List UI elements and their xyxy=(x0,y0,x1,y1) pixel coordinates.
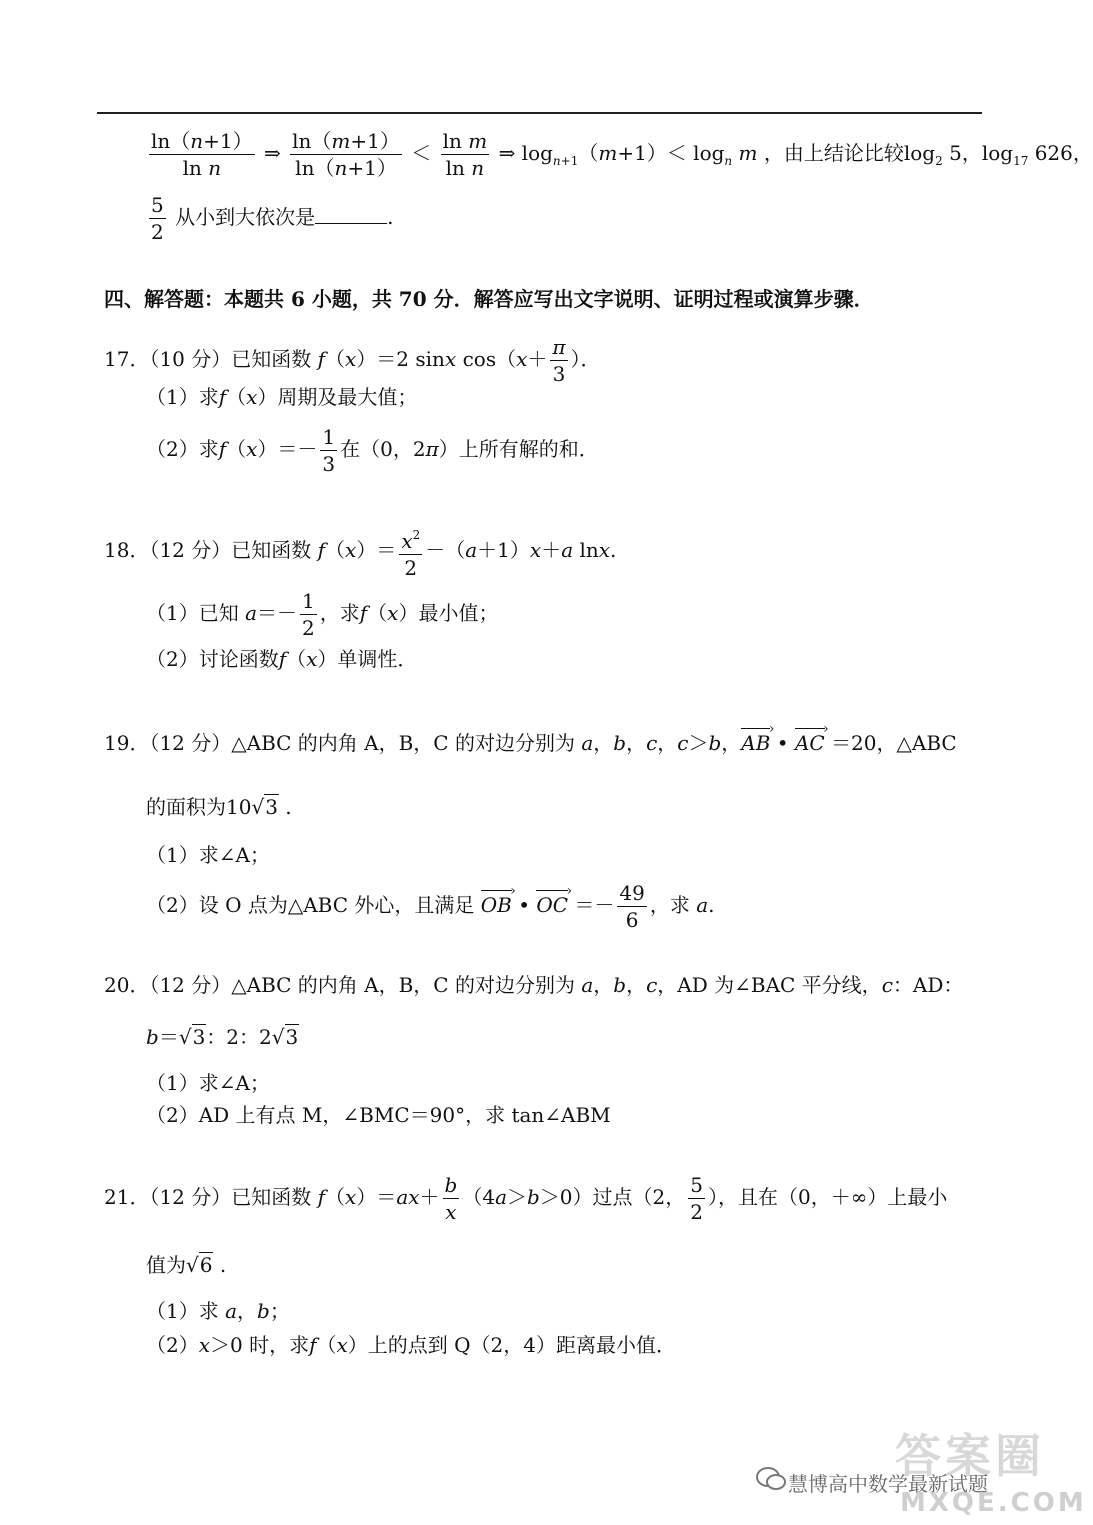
fraction: $\frac{x^2}{2}$ xyxy=(399,522,422,581)
compare-text: ，由上结论比较 xyxy=(763,141,904,165)
watermark-site-logo: 答案圈 xyxy=(895,1429,1045,1483)
fraction: $\frac{\ln(n+1)}{\text{ln n}}$ xyxy=(151,129,253,180)
watermark-url: MXQE.COM xyxy=(900,1488,1087,1518)
intro-order-line xyxy=(146,192,393,245)
q18-part1: （1）已知 a＝－ $\frac{1}{2}$ ，求f（x）最小值； xyxy=(146,589,499,640)
watermark-account: 慧博高中数学最新试题 xyxy=(788,1472,988,1496)
q20-part1: （1）求∠A； xyxy=(146,1071,270,1095)
q17-stem: 17．（10 分）已知函数 f（x）＝2 sinx cos（x＋ $\frac{\pi}{3}$ ）． xyxy=(104,335,601,386)
header-rule xyxy=(97,112,982,114)
answer-blank xyxy=(315,205,387,224)
fraction: $\frac{\ln(m+1)}{\ln(n+1)}$ xyxy=(292,129,400,180)
q18-stem: 18．（12 分）已知函数 f（x）＝ $\frac{x^2}{2}$ －（a＋1）x＋a lnx. xyxy=(104,522,616,581)
section-title: 四、解答题：本题共 6 小题，共 70 分．解答应写出文字说明、证明过程或演算步骤． xyxy=(104,287,874,311)
order-text: 从小到大依次是 xyxy=(175,205,316,229)
q17-part1: （1）求f（x）周期及最大值； xyxy=(146,385,418,409)
q19-part2: （2）设 O 点为△ABC 外心，且满足 › OB • › OC ＝－ $\frac{49}{6}$ ，求 a. xyxy=(146,880,715,933)
fraction: $\frac{49}{6}$ xyxy=(619,881,645,932)
q21-part1: （1）求 a，b； xyxy=(146,1299,290,1323)
fraction: $\frac{\text{ln m}}{\text{ln n}}$ xyxy=(442,129,488,180)
wechat-icon xyxy=(756,1466,786,1492)
q21-part2: （2）x＞0 时，求f（x）上的点到 Q（2，4）距离最小值． xyxy=(146,1333,676,1357)
chain-text: ⇒ log xyxy=(498,141,553,165)
q20-part2: （2）AD 上有点 M，∠BMC＝90°，求 tan∠ABM xyxy=(146,1103,611,1127)
q21-minval: 值为√6 . xyxy=(146,1253,227,1277)
fraction: $\frac{b}{x}$ xyxy=(444,1173,458,1224)
q20-stem: 20．（12 分）△ABC 的内角 A，B，C 的对边分别为 a，b，c，AD 为∠BAC 平分线，c：AD： xyxy=(104,973,964,997)
q19-part1: （1）求∠A； xyxy=(146,843,270,867)
intro-formula-line: $\frac{\ln(n+1)}{\text{ln n}}$ ⇒ $\frac{\ln(m+1)}{\ln(n+1)}$ ＜ $\frac{\text{ln m}}{\text{ln n}}$ ⇒ $\log_{n+1}(m+1)< \log_n m$ ，由上结论比较$\log_2 5$，$\log_{17} 626$， xyxy=(151,129,1093,180)
q19-area: 的面积为10√3 . xyxy=(146,795,292,819)
fraction: $\frac{1}{3}$ xyxy=(322,425,336,476)
period: . xyxy=(387,205,394,229)
q20-ratio: b＝√3：2：2√3 xyxy=(146,1025,299,1049)
q17-part2: （2）求f（x）＝－ $\frac{1}{3}$ 在（0，2π）上所有解的和． xyxy=(146,425,599,476)
fraction: $\frac{5}{2}$ xyxy=(690,1173,704,1224)
q21-stem: 21．（12 分）已知函数 f（x）＝ax＋ $\frac{b}{x}$ （4a＞b＞0）过点（2， $\frac{5}{2}$ ），且在（0，＋∞）上最小 xyxy=(104,1173,948,1224)
fraction: $\frac{5}{2}$ xyxy=(151,193,164,244)
q18-part2: （2）讨论函数f（x）单调性． xyxy=(146,647,418,671)
fraction: $\frac{\pi}{3}$ xyxy=(552,335,566,386)
q19-stem: 19．（12 分）△ABC 的内角 A，B，C 的对边分别为 a，b，c，c＞b，› AB • › AC ＝20，△ABC xyxy=(104,730,957,756)
fraction: $\frac{1}{2}$ xyxy=(302,589,315,640)
